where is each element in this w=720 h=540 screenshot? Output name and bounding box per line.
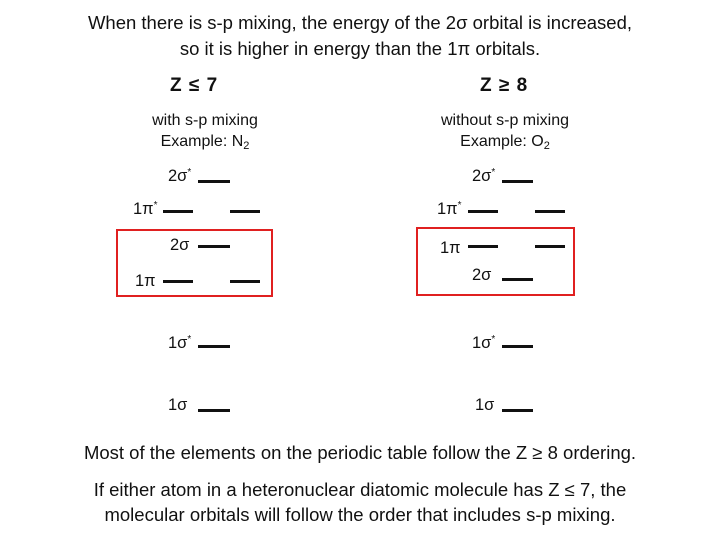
left-level-label-2sigma-star: 2σ* (168, 167, 192, 185)
right-example-subscript: 2 (543, 140, 550, 152)
left-level-line-1pi-b (230, 280, 260, 283)
right-level-label-1pi-star: 1π* (437, 200, 462, 218)
right-level-label-1sigma: 1σ (475, 396, 495, 414)
right-level-line-2sigma-star (502, 180, 533, 183)
left-example-text: Example: N (160, 133, 244, 150)
right-example (420, 131, 590, 157)
left-level-line-1pi-star-a (163, 210, 193, 213)
left-z-label: Z ≤ 7 (170, 75, 219, 96)
left-example (130, 131, 280, 157)
left-level-label-1sigma-star: 1σ* (168, 334, 192, 352)
right-level-line-2sigma (502, 278, 533, 281)
header-line-1: When there is s-p mixing, the energy of the 2σ orbital is increased, (87, 12, 633, 33)
footer-line-2: If either atom in a heteronuclear diatomic molecule has Z ≤ 7, the (93, 479, 627, 500)
right-level-line-1sigma (502, 409, 533, 412)
right-level-label-1pi: 1π (440, 239, 461, 257)
right-level-line-1pi-star-a (468, 210, 498, 213)
header-line-2: so it is higher in energy than the 1π orbitals. (179, 38, 541, 59)
left-example-subscript: 2 (243, 140, 250, 152)
left-level-label-1sigma: 1σ (168, 396, 188, 414)
left-level-label-2sigma: 2σ (170, 236, 190, 254)
right-level-line-1sigma-star (502, 345, 533, 348)
left-desc-line: with s-p mixing (152, 112, 258, 129)
right-desc-line: without s-p mixing (440, 112, 570, 129)
left-level-label-1pi-star: 1π* (133, 200, 158, 218)
right-description (420, 110, 590, 157)
left-level-line-1pi-a (163, 280, 193, 283)
left-level-line-1sigma (198, 409, 230, 412)
right-level-label-1sigma-star: 1σ* (472, 334, 496, 352)
left-level-line-2sigma-star (198, 180, 230, 183)
left-level-label-1pi: 1π (135, 272, 156, 290)
footer-line-3: molecular orbitals will follow the order that includes s-p mixing. (104, 504, 616, 525)
footer-line-1: Most of the elements on the periodic table follow the Z ≥ 8 ordering. (83, 442, 637, 463)
right-level-line-1pi-b (535, 245, 565, 248)
right-level-label-2sigma-star: 2σ* (472, 167, 496, 185)
left-level-line-1sigma-star (198, 345, 230, 348)
right-highlight-box (416, 227, 575, 296)
right-level-label-2sigma: 2σ (472, 266, 492, 284)
right-level-line-1pi-a (468, 245, 498, 248)
left-description (130, 110, 280, 157)
left-level-line-2sigma (198, 245, 230, 248)
right-example-text: Example: O (460, 133, 544, 150)
left-level-line-1pi-star-b (230, 210, 260, 213)
right-z-label: Z ≥ 8 (480, 75, 529, 96)
right-level-line-1pi-star-b (535, 210, 565, 213)
